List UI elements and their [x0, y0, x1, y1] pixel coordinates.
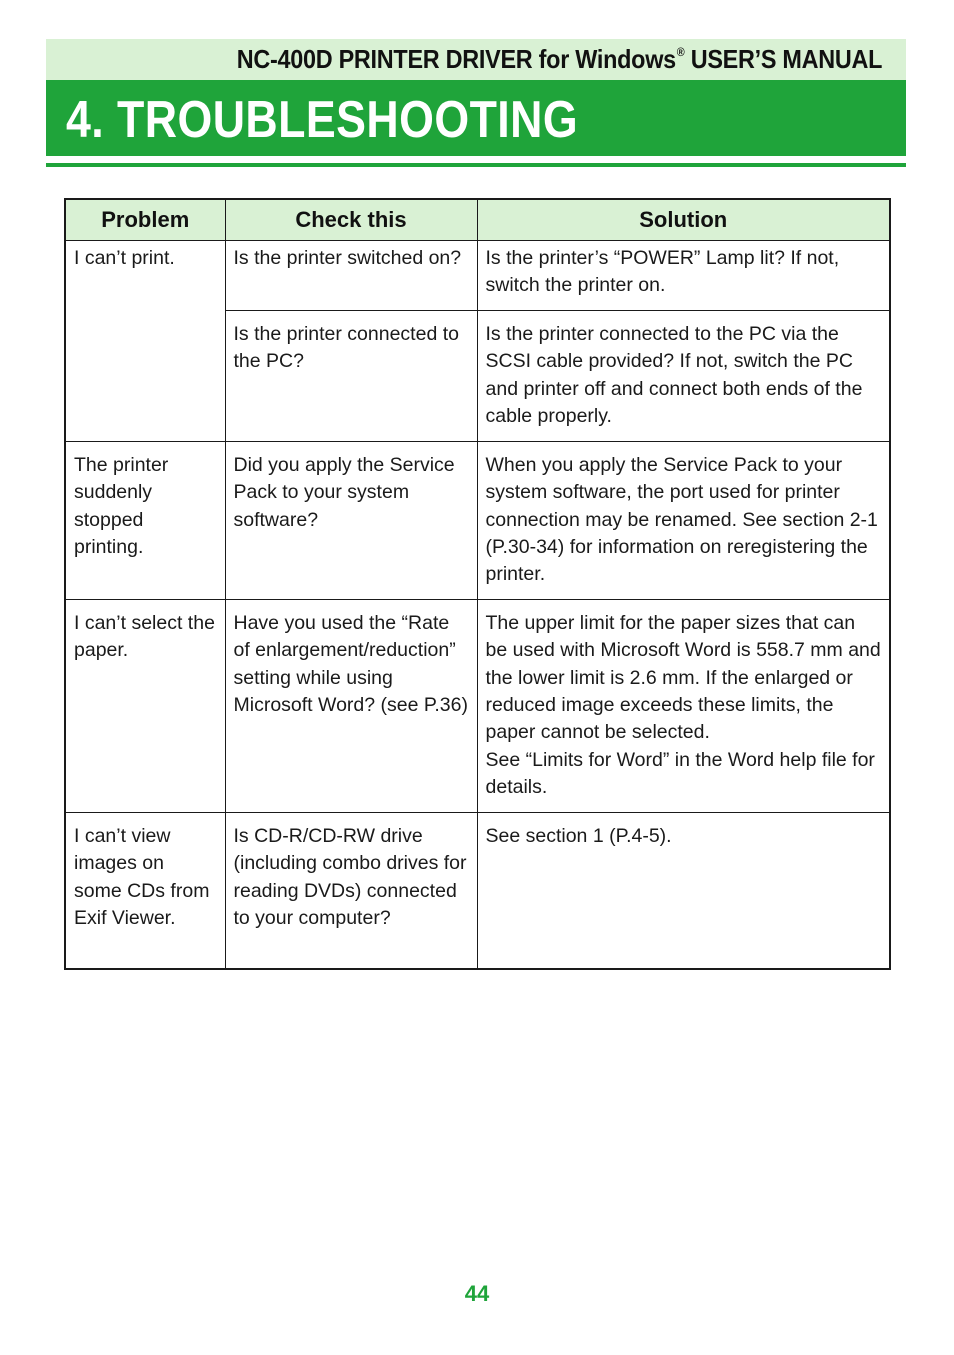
column-header-check: Check this [225, 199, 477, 241]
column-header-solution: Solution [477, 199, 890, 241]
solution-cell [477, 599, 890, 812]
problem-cell: The printer suddenly stopped printing. [65, 441, 225, 599]
check-cell: Have you used the “Rate of enlargement/reduction” setting while using Microsoft Word? (see P.36) [225, 599, 477, 812]
registered-mark: ® [676, 45, 685, 59]
problem-cell: I can’t print. [65, 241, 225, 442]
check-cell: Is CD-R/CD-RW drive (including combo drives for reading DVDs) connected to your computer? [225, 812, 477, 969]
solution-cell: When you apply the Service Pack to your system software, the port used for printer connection may be renamed. See section 2-1 (P.30-34) for information on reregistering the printer. [477, 441, 890, 599]
column-header-problem: Problem [65, 199, 225, 241]
problem-cell: I can’t select the paper. [65, 599, 225, 812]
solution-cell: Is the printer’s “POWER” Lamp lit? If not, switch the printer on. [477, 241, 890, 311]
page-number: 44 [464, 1281, 490, 1306]
section-divider [46, 163, 906, 167]
manual-title: NC-400D PRINTER DRIVER for Windows® USER’S MANUAL [236, 44, 882, 74]
solution-note: See “Limits for Word” in the Word help file for details. [485, 748, 875, 799]
solution-text: The upper limit for the paper sizes that can be used with Microsoft Word is 558.7 mm and the lower limit is 2.6 mm. If the enlarged or reduced image exceeds these limits, the paper cannot be selected. [485, 611, 881, 744]
solution-cell: Is the printer connected to the PC via the SCSI cable provided? If not, switch the PC and printer off and connect both ends of the cable properly. [477, 310, 890, 441]
table-header-row [65, 199, 890, 241]
table-row [65, 441, 890, 599]
solution-cell: See section 1 (P.4-5). [477, 812, 890, 969]
table-row [65, 241, 890, 311]
check-cell: Did you apply the Service Pack to your system software? [225, 441, 477, 599]
table-row [65, 599, 890, 812]
manual-header [46, 39, 906, 80]
section-banner [46, 80, 906, 156]
check-cell: Is the printer switched on? [225, 241, 477, 311]
troubleshooting-table [64, 198, 891, 970]
table-row [65, 812, 890, 969]
problem-cell: I can’t view images on some CDs from Exif Viewer. [65, 812, 225, 969]
check-cell: Is the printer connected to the PC? [225, 310, 477, 441]
section-title: 4. TROUBLESHOOTING [66, 91, 579, 149]
